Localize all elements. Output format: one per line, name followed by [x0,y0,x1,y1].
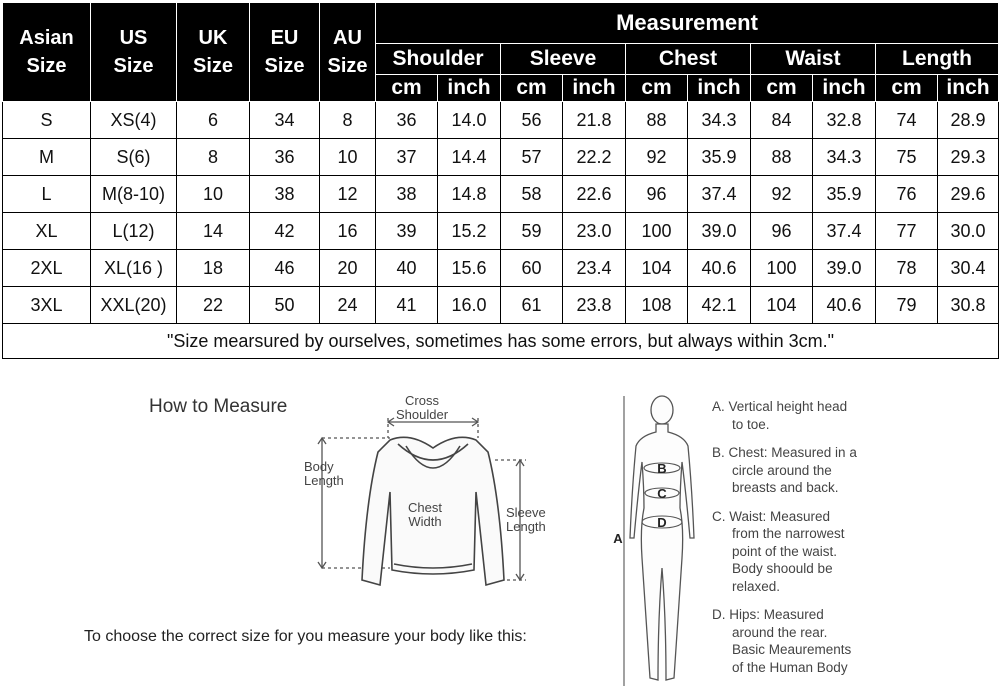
table-cell: XL(16 ) [91,250,177,287]
table-cell: 42 [250,213,320,250]
table-cell: 61 [501,287,563,324]
header-shoulder: Shoulder [376,44,501,75]
table-cell: 74 [876,102,938,139]
table-cell: S(6) [91,139,177,176]
legend-item [712,398,897,433]
table-cell: 37.4 [813,213,876,250]
table-row [3,287,999,324]
table-cell: 23.0 [563,213,626,250]
legend-line: circle around the [732,462,832,478]
legend-line: around the rear. [732,624,828,640]
header-measurement: Measurement [376,3,999,44]
legend-line: relaxed. [732,578,781,594]
header-uk-size: UK Size [177,3,250,102]
table-cell: 50 [250,287,320,324]
table-cell: 8 [177,139,250,176]
table-cell: 22.2 [563,139,626,176]
unit-header: cm [626,75,688,102]
sleeve-length-label: Sleeve Length [506,505,546,534]
legend-line: Body shoould be [732,561,833,576]
table-cell: 29.6 [938,176,999,213]
body-length-label: Body Length [304,459,344,488]
table-cell: L(12) [91,213,177,250]
table-cell: 84 [751,102,813,139]
table-cell: 16.0 [438,287,501,324]
table-cell: L [3,176,91,213]
table-cell: 35.9 [813,176,876,213]
table-cell: 59 [501,213,563,250]
table-cell: 34.3 [688,102,751,139]
table-cell: 36 [250,139,320,176]
table-cell: S [3,102,91,139]
unit-header: inch [563,75,626,102]
unit-header: cm [876,75,938,102]
table-cell: 6 [177,102,250,139]
header-asian-size: Asian Size [3,3,91,102]
legend-line: D. Hips: Measured [712,607,824,622]
head-shape [651,396,673,424]
legend-line: from the narrowest [732,526,845,541]
table-cell: 15.6 [438,250,501,287]
table-cell: 10 [320,139,376,176]
table-cell: XXL(20) [91,287,177,324]
legend-line: A. Vertical height head [712,399,848,414]
unit-header: cm [501,75,563,102]
table-cell: XS(4) [91,102,177,139]
table-cell: 30.0 [938,213,999,250]
table-cell: 58 [501,176,563,213]
table-cell: 38 [250,176,320,213]
table-cell: 21.8 [563,102,626,139]
table-cell: 77 [876,213,938,250]
table-row [3,102,999,139]
table-cell: 92 [751,176,813,213]
legend-line: B. Chest: Measured in a [712,445,857,460]
table-cell: 37 [376,139,438,176]
table-cell: XL [3,213,91,250]
table-cell: 57 [501,139,563,176]
body-diagram [610,388,710,698]
table-cell: 14.8 [438,176,501,213]
table-cell: 14.4 [438,139,501,176]
table-cell: 40 [376,250,438,287]
table-cell: 8 [320,102,376,139]
table-cell: 36 [376,102,438,139]
table-cell: 42.1 [688,287,751,324]
table-cell: 3XL [3,287,91,324]
table-cell: M [3,139,91,176]
legend-line: breasts and back. [732,480,839,495]
cross-shoulder-label: Cross Shoulder [396,393,449,422]
table-cell: 30.8 [938,287,999,324]
legend-line: C. Waist: Measured [712,508,831,524]
table-cell: 2XL [3,250,91,287]
table-cell: 10 [177,176,250,213]
table-cell: 35.9 [688,139,751,176]
table-cell: 46 [250,250,320,287]
table-cell: 104 [626,250,688,287]
header-chest: Chest [626,44,751,75]
table-row [3,250,999,287]
table-cell: 39.0 [688,213,751,250]
table-cell: 23.8 [563,287,626,324]
table-cell: 22 [177,287,250,324]
table-cell: 40.6 [813,287,876,324]
table-cell: 15.2 [438,213,501,250]
header-sleeve: Sleeve [501,44,626,75]
table-row [3,176,999,213]
table-cell: 100 [751,250,813,287]
table-cell: 22.6 [563,176,626,213]
table-cell: 32.8 [813,102,876,139]
legend-item [712,444,897,497]
table-cell: 38 [376,176,438,213]
legend-line: Basic Meaurements [732,642,852,657]
chest-width-label: Chest Width [408,500,442,529]
table-cell: 88 [626,102,688,139]
legend-item [712,606,897,676]
table-cell: 16 [320,213,376,250]
unit-header: inch [813,75,876,102]
header-length: Length [876,44,999,75]
how-to-measure-title: How to Measure [149,396,288,417]
table-cell: 96 [626,176,688,213]
letter-b: B [657,461,667,476]
table-cell: 34 [250,102,320,139]
header-eu-size: EU Size [250,3,320,102]
table-cell: 76 [876,176,938,213]
table-cell: 88 [751,139,813,176]
header-us-size: US Size [91,3,177,102]
unit-header: inch [688,75,751,102]
legend-line: point of the waist. [732,543,838,559]
table-cell: 108 [626,287,688,324]
table-cell: 104 [751,287,813,324]
size-chart-table [2,2,999,359]
choose-size-instruction: To choose the correct size for you measure your body like this: [84,628,527,645]
unit-header: inch [938,75,999,102]
table-cell: 56 [501,102,563,139]
table-row [3,213,999,250]
table-cell: 28.9 [938,102,999,139]
letter-a: A [613,531,623,546]
header-au-size: AU Size [320,3,376,102]
table-cell: 23.4 [563,250,626,287]
unit-header: cm [376,75,438,102]
letter-c: C [657,486,667,501]
table-cell: 24 [320,287,376,324]
measurement-legend [712,398,897,687]
measurement-note: "Size mearsured by ourselves, sometimes has some errors, but always within 3cm." [3,324,999,359]
table-cell: 100 [626,213,688,250]
table-cell: 14.0 [438,102,501,139]
legend-line: to toe. [732,416,770,432]
legend-line: of the Human Body [732,659,848,675]
table-cell: 34.3 [813,139,876,176]
letter-d: D [657,515,667,530]
table-cell: 18 [177,250,250,287]
table-cell: 37.4 [688,176,751,213]
table-cell: 40.6 [688,250,751,287]
table-cell: 78 [876,250,938,287]
table-cell: 96 [751,213,813,250]
table-cell: 79 [876,287,938,324]
unit-header: inch [438,75,501,102]
table-cell: M(8-10) [91,176,177,213]
table-cell: 39.0 [813,250,876,287]
table-cell: 41 [376,287,438,324]
table-cell: 20 [320,250,376,287]
table-cell: 29.3 [938,139,999,176]
legend-item [712,508,897,596]
table-cell: 75 [876,139,938,176]
unit-header: cm [751,75,813,102]
table-cell: 30.4 [938,250,999,287]
table-cell: 60 [501,250,563,287]
table-cell: 92 [626,139,688,176]
table-row [3,139,999,176]
table-cell: 12 [320,176,376,213]
how-to-measure-section [0,380,1000,700]
table-cell: 39 [376,213,438,250]
header-waist: Waist [751,44,876,75]
table-cell: 14 [177,213,250,250]
